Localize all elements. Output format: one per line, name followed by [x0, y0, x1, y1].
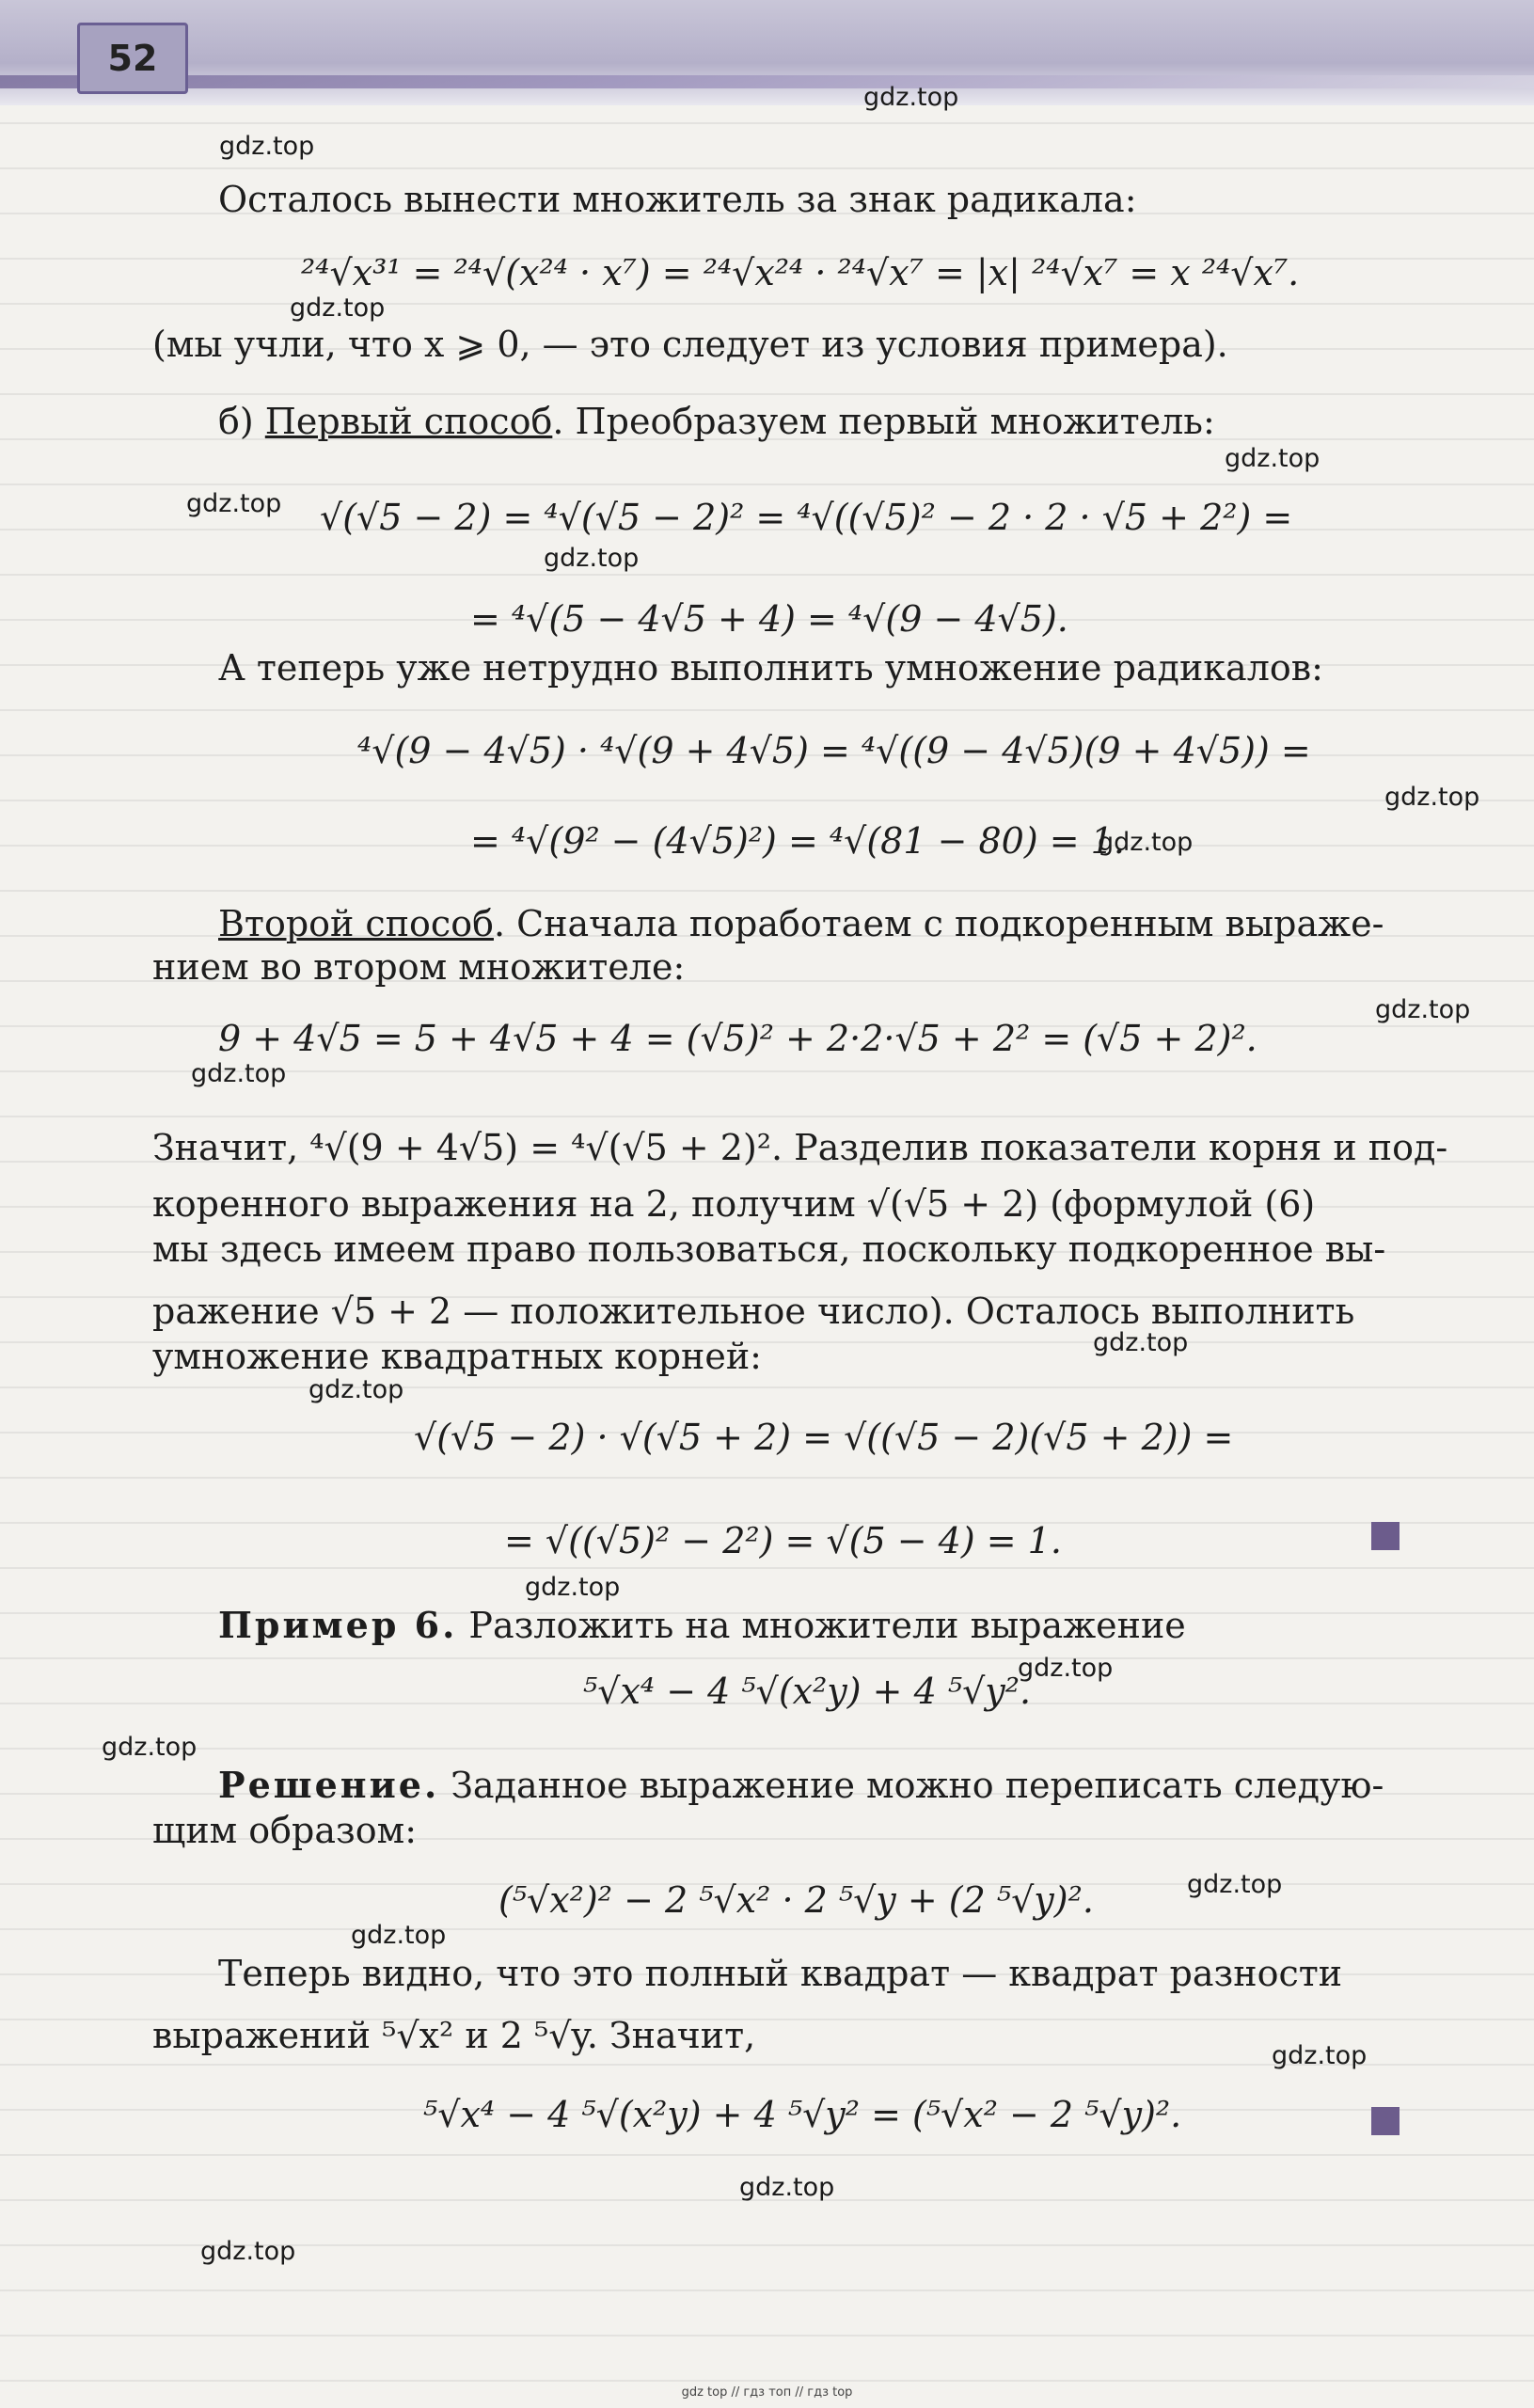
paragraph: нием во втором множителе: [152, 946, 686, 988]
paragraph [218, 1763, 1384, 1808]
formula: = ⁴√(5 − 4√5 + 4) = ⁴√(9 − 4√5). [470, 598, 1068, 640]
formula: ²⁴√x³¹ = ²⁴√(x²⁴ · x⁷) = ²⁴√x²⁴ · ²⁴√x⁷ = |x| ²⁴√x⁷ = x ²⁴√x⁷. [301, 252, 1300, 293]
paragraph: Значит, ⁴√(9 + 4√5) = ⁴√(√5 + 2)². Разделив показатели корня и под- [152, 1127, 1448, 1168]
paragraph: выражений ⁵√x² и 2 ⁵√y. Значит, [152, 2015, 756, 2056]
watermark: gdz.top [863, 83, 959, 112]
end-of-proof-square [1371, 1522, 1400, 1550]
watermark: gdz.top [1093, 1328, 1189, 1357]
formula: √(√5 − 2) · √(√5 + 2) = √((√5 − 2)(√5 + 2)) = [414, 1417, 1234, 1458]
header-stripe [0, 75, 1534, 88]
text-span: б) [218, 401, 265, 442]
formula: ⁵√x⁴ − 4 ⁵√(x²y) + 4 ⁵√y². [583, 1671, 1032, 1712]
paragraph [218, 1603, 1186, 1648]
watermark: gdz.top [739, 2173, 835, 2202]
formula: √(√5 − 2) = ⁴√(√5 − 2)² = ⁴√((√5)² − 2 · 2 · √5 + 2²) = [320, 497, 1293, 538]
watermark: gdz.top [200, 2237, 296, 2266]
formula: ⁵√x⁴ − 4 ⁵√(x²y) + 4 ⁵√y² = (⁵√x² − 2 ⁵√y)². [423, 2094, 1182, 2135]
paragraph: щим образом: [152, 1810, 417, 1851]
watermark: gdz.top [544, 544, 640, 573]
paragraph [218, 399, 1215, 444]
watermark: gdz.top [186, 489, 282, 518]
formula: ⁴√(9 − 4√5) · ⁴√(9 + 4√5) = ⁴√((9 − 4√5)(9 + 4√5)) = [357, 730, 1311, 771]
paragraph: коренного выражения на 2, получим √(√5 + 2) (формулой (6) [152, 1183, 1316, 1225]
paragraph: А теперь уже нетрудно выполнить умножение радикалов: [218, 647, 1323, 689]
watermark: gdz.top [191, 1059, 287, 1088]
watermark: gdz.top [1098, 828, 1194, 857]
page-header [0, 0, 1534, 105]
watermark: gdz.top [525, 1573, 621, 1602]
paragraph: умножение квадратных корней: [152, 1336, 762, 1377]
example-label: Пример 6. [218, 1604, 458, 1646]
watermark: gdz.top [1384, 783, 1480, 812]
solution-label: Решение. [218, 1764, 440, 1806]
text-span: Разложить на множители выражение [457, 1605, 1186, 1646]
watermark: gdz.top [1272, 2041, 1368, 2070]
watermark: gdz.top [351, 1921, 447, 1950]
text-span: Заданное выражение можно переписать следую- [439, 1765, 1384, 1806]
formula: (⁵√x²)² − 2 ⁵√x² · 2 ⁵√y + (2 ⁵√y)². [498, 1879, 1094, 1921]
watermark: gdz.top [219, 132, 315, 161]
text-span: . Преобразуем первый множитель: [552, 401, 1215, 442]
end-of-proof-square [1371, 2107, 1400, 2135]
watermark: gdz.top [308, 1375, 404, 1404]
text-span: . Сначала поработаем с подкоренным выраже- [493, 903, 1384, 944]
formula: = ⁴√(9² − (4√5)²) = ⁴√(81 − 80) = 1. [470, 820, 1125, 862]
footer-note: gdz top // гдз топ // гдз top [681, 2385, 853, 2400]
page-number: 52 [107, 38, 158, 79]
formula: 9 + 4√5 = 5 + 4√5 + 4 = (√5)² + 2·2·√5 + 2² = (√5 + 2)². [218, 1018, 1257, 1059]
watermark: gdz.top [1225, 444, 1321, 473]
underlined-heading: Второй способ [218, 903, 494, 944]
formula: = √((√5)² − 2²) = √(5 − 4) = 1. [504, 1520, 1062, 1561]
page-number-tab [77, 23, 188, 94]
underlined-heading: Первый способ [264, 401, 553, 442]
paragraph: (мы учли, что x ⩾ 0, — это следует из условия примера). [152, 324, 1228, 365]
watermark: gdz.top [102, 1733, 198, 1762]
paragraph: Осталось вынести множитель за знак радикала: [218, 179, 1137, 220]
paragraph: Теперь видно, что это полный квадрат — квадрат разности [218, 1953, 1343, 1994]
paragraph [218, 901, 1384, 946]
paragraph: мы здесь имеем право пользоваться, поскольку подкоренное вы- [152, 1228, 1386, 1270]
watermark: gdz.top [1018, 1654, 1114, 1683]
watermark: gdz.top [1187, 1870, 1283, 1899]
watermark: gdz.top [1375, 995, 1471, 1024]
watermark: gdz.top [290, 293, 386, 323]
paragraph: ражение √5 + 2 — положительное число). Осталось выполнить [152, 1291, 1355, 1332]
